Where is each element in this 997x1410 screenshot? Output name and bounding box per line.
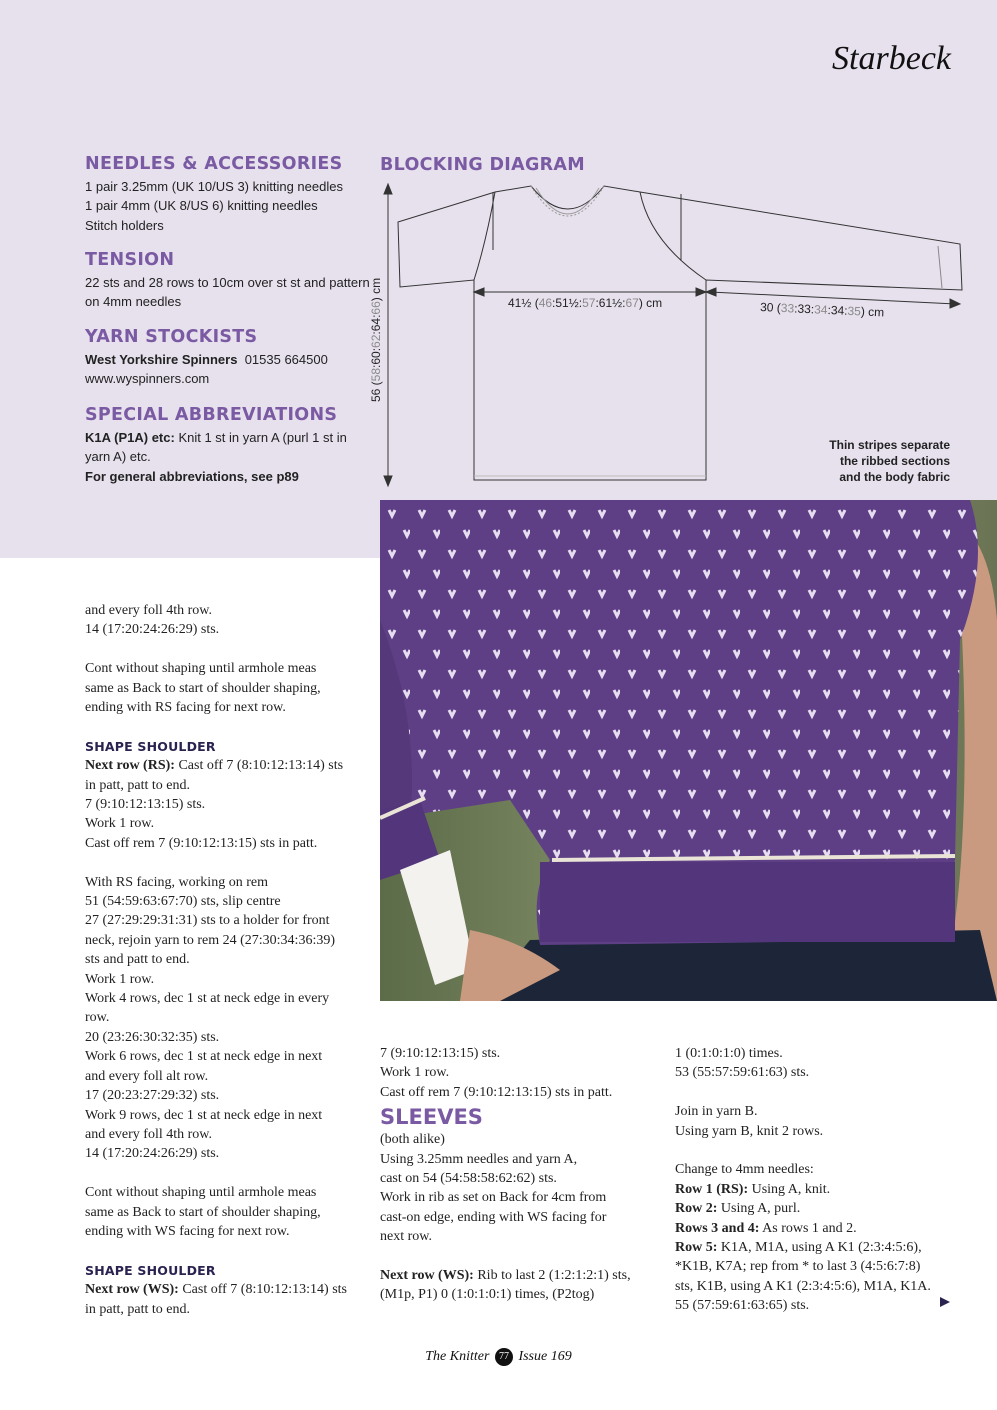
- abbreviations-heading: SPECIAL ABBREVIATIONS: [85, 405, 338, 425]
- arrow-head: [384, 184, 392, 194]
- tension-text: 22 sts and 28 rows to 10cm over st st and pattern on 4mm needles: [85, 274, 370, 309]
- abbreviation-term: K1A (P1A) etc:: [85, 429, 175, 445]
- chest-measurement: 41½ (46:51½:57:61½:67) cm: [508, 296, 663, 310]
- page-number-badge: 77: [495, 1348, 513, 1366]
- armhole-seam: [640, 192, 706, 280]
- footer-magazine: The Knitter: [425, 1349, 490, 1365]
- instructions-column-1: and every foll 4th row. 14 (17:20:24:26:29) sts. Cont without shaping until armhole meas same as Back to start of shoulder shaping, ending with RS facing for next row. SHAPE SHOULDER Next row (RS): Cast off 7 (8:10:12:13:14) sts in patt, patt to end. 7 (9:10:12:13:15) sts. Work 1 row. Cast off rem 7 (9:10:12:13:15) sts in patt. With RS facing, working on rem 51 (54:59:63:67:70) sts, slip centre 27 (27:29:29:31:31) sts to a holder for front neck, rejoin yarn to rem 24 (27:30:34:36:39) sts and patt to end. Work 1 row. Work 4 rows, dec 1 st at neck edge in every row. 20 (23:26:30:32:35) sts. Work 6 rows, dec 1 st at neck edge in next and every foll alt row. 17 (20:23:27:29:32) sts. Work 9 rows, dec 1 st at neck edge in next and every foll 4th row. 14 (17:20:24:26:29) sts. Cont without shaping until armhole meas same as Back to start of shoulder shaping, ending with WS facing for next row. SHAPE SHOULDER Next row (WS): Cast off 7 (8:10:12:13:14) sts in patt, patt to end.: [85, 601, 370, 1319]
- stockist-name: West Yorkshire Spinners: [85, 351, 238, 367]
- sweater-outline: [398, 186, 962, 480]
- stockist-phone: 01535 664500: [244, 351, 328, 367]
- needles-heading: NEEDLES & ACCESSORIES: [85, 154, 343, 174]
- page-footer: [0, 1348, 997, 1366]
- abbreviation-definition: Knit 1 st in yarn A (purl 1 st in yarn A) etc.: [85, 429, 347, 464]
- sweater-photo: [380, 500, 997, 1001]
- continue-arrow-icon: [940, 1297, 950, 1307]
- rib-hem: [540, 862, 955, 942]
- needles-line: 1 pair 4mm (UK 8/US 6) knitting needles: [85, 198, 318, 213]
- arrow-head: [950, 299, 960, 308]
- general-abbreviations-note: For general abbreviations, see p89: [85, 468, 299, 484]
- armhole-seam: [474, 192, 495, 280]
- shape-shoulder-heading: SHAPE SHOULDER: [85, 738, 216, 754]
- footer-issue: Issue 169: [518, 1349, 572, 1365]
- stockist-web[interactable]: www.wyspinners.com: [85, 371, 210, 386]
- stockists-heading: YARN STOCKISTS: [85, 327, 258, 347]
- sleeve-measurement: 30 (33:33:34:34:35) cm: [759, 300, 885, 320]
- shape-shoulder-heading: SHAPE SHOULDER: [85, 1262, 216, 1278]
- abbreviations-section: [85, 406, 370, 486]
- blocking-diagram-heading: BLOCKING DIAGRAM: [380, 155, 585, 175]
- neckband: [536, 188, 599, 214]
- stockists-section: [85, 328, 370, 389]
- instructions-column-3: 1 (0:1:0:1:0) times. 53 (55:57:59:61:63) sts. Join in yarn B. Using yarn B, knit 2 rows. Change to 4mm needles: Row 1 (RS): Using A, knit. Row 2: Using A, purl. Rows 3 and 4: As rows 1 and 2. Row 5: K1A, M1A, using A K1 (2:3:4:5:6), *K1B, K7A; rep from * to last 3 (4:5:6:7:8) sts, K1B, using A K1 (2:3:4:5:6), M1A, K1A. 55 (57:59:61:63:65) sts.: [675, 1046, 931, 1314]
- length-measurement: 56 (58:60:62:64:66) cm: [369, 277, 383, 402]
- arrow-head: [706, 288, 716, 296]
- needles-section: [85, 155, 370, 235]
- needles-line: Stitch holders: [85, 217, 164, 233]
- arrow-head: [696, 288, 706, 296]
- neckband: [531, 186, 604, 216]
- sleeves-heading: SLEEVES: [380, 1105, 483, 1130]
- diagram-note: Thin stripes separate the ribbed sections and the body fabric: [829, 438, 950, 484]
- arrow-head: [384, 476, 392, 486]
- tension-heading: TENSION: [85, 250, 175, 270]
- needles-line: 1 pair 3.25mm (UK 10/US 3) knitting needles: [85, 178, 343, 194]
- instructions-column-2: 7 (9:10:12:13:15) sts. Work 1 row. Cast off rem 7 (9:10:12:13:15) sts in patt. SLEEVES (both alike) Using 3.25mm needles and yarn A, cast on 54 (54:58:58:62:62) sts. Work in rib as set on Back for 4cm from cast-on edge, ending with WS facing for next row. Next row (WS): Rib to last 2 (1:2:1:2:1) sts, (M1p, P1) 0 (1:0:1:0:1) times, (P2tog): [380, 1044, 655, 1305]
- cuff-line: [938, 246, 942, 288]
- tension-section: [85, 251, 370, 312]
- arrow-head: [474, 288, 484, 296]
- pattern-title: Starbeck: [832, 40, 951, 77]
